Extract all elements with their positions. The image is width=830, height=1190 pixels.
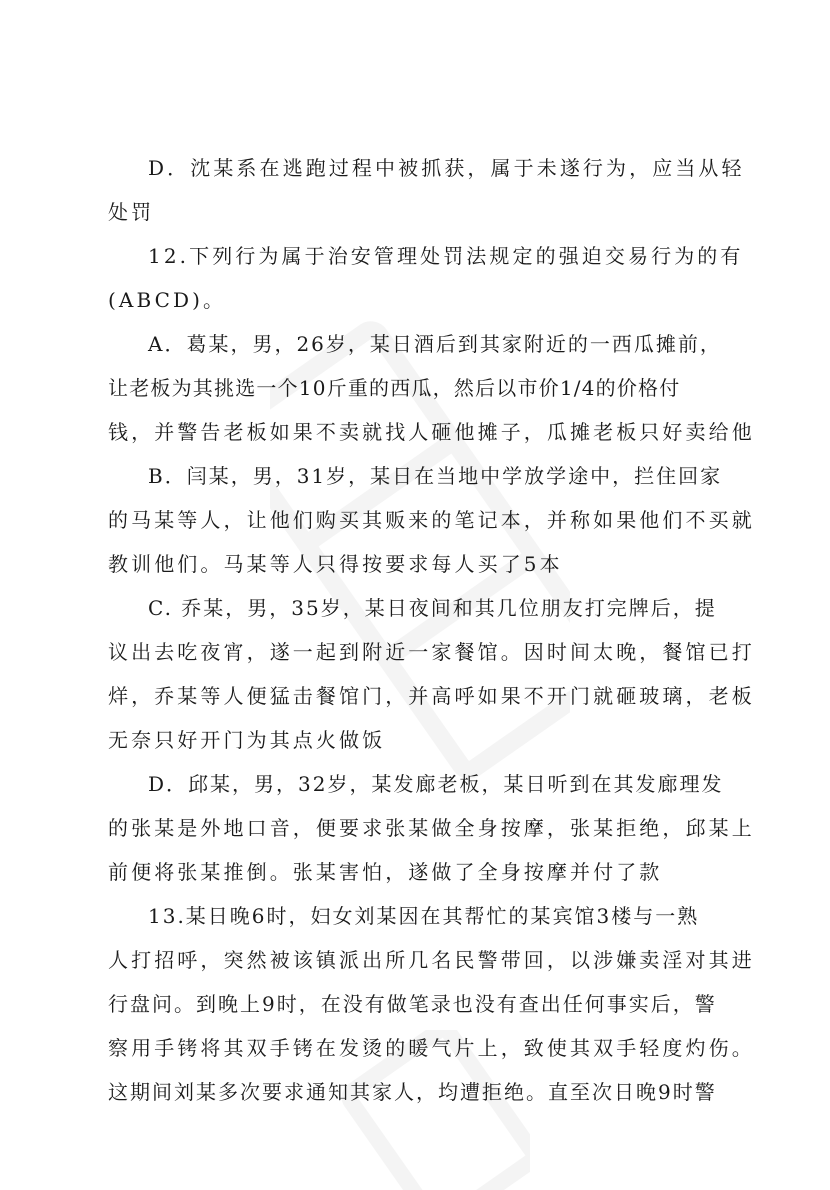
text-line: 钱，并警告老板如果不卖就找人砸他摊子，瓜摊老板只好卖给他 — [108, 420, 755, 444]
text-line: 这期间刘某多次要求通知其家人，均遭拒绝。直至次日晚9时警 — [108, 1080, 717, 1104]
text-line: D．邱某，男，32岁，某发廊老板，某日听到在其发廊理发 — [148, 772, 724, 796]
document-page — [108, 146, 755, 1114]
text-line: (ABCD)。 — [108, 288, 227, 312]
text-line: 察用手铐将其双手铐在发烫的暖气片上，致使其双手轻度灼伤。 — [108, 1036, 755, 1060]
text-line: 处罚 — [108, 200, 155, 224]
text-line: 议出去吃夜宵，遂一起到附近一家餐馆。因时间太晚，餐馆已打 — [108, 640, 755, 664]
text-line: 13.某日晚6时，妇女刘某因在其帮忙的某宾馆3楼与一熟 — [148, 904, 700, 928]
text-line: D．沈某系在逃跑过程中被抓获，属于未遂行为，应当从轻 — [148, 156, 745, 180]
text-line: 让老板为其挑选一个10斤重的西瓜，然后以市价1/4的价格付 — [108, 376, 681, 400]
text-line: 人打招呼，突然被该镇派出所几名民警带回，以涉嫌卖淫对其进 — [108, 948, 755, 972]
text-line: B．闫某，男，31岁，某日在当地中学放学途中，拦住回家 — [148, 464, 723, 488]
text-line: 行盘问。到晚上9时，在没有做笔录也没有查出任何事实后，警 — [108, 992, 717, 1016]
text-line: 的张某是外地口音，便要求张某做全身按摩，张某拒绝，邱某上 — [108, 816, 755, 840]
text-line: 前便将张某推倒。张某害怕，遂做了全身按摩并付了款 — [108, 860, 663, 884]
text-line: 教训他们。马某等人只得按要求每人买了5本 — [108, 552, 563, 576]
text-line: C. 乔某，男，35岁，某日夜间和其几位朋友打完牌后，提 — [148, 596, 717, 620]
text-line: 烊，乔某等人便猛击餐馆门，并高呼如果不开门就砸玻璃，老板 — [108, 684, 755, 708]
text-line: 12.下列行为属于治安管理处罚法规定的强迫交易行为的有 — [148, 244, 744, 268]
text-line: A．葛某，男，26岁，某日酒后到其家附近的一西瓜摊前， — [148, 332, 722, 356]
text-line: 无奈只好开门为其点火做饭 — [108, 728, 386, 752]
text-line: 的马某等人，让他们购买其贩来的笔记本，并称如果他们不买就 — [108, 508, 755, 532]
